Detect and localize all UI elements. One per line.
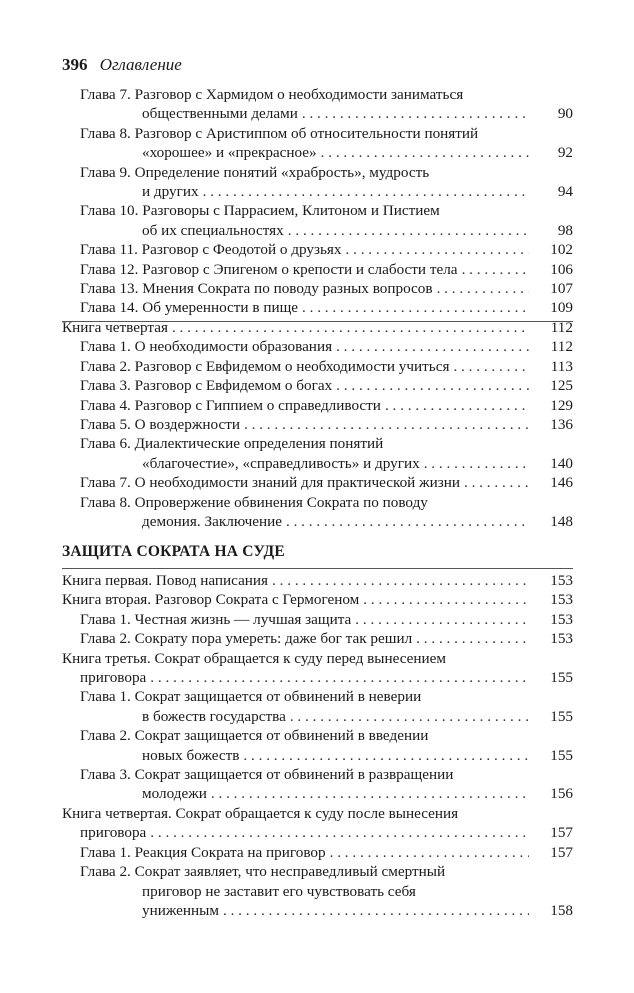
toc-chapter-entry[interactable]: [62, 629, 573, 648]
toc-page-number: 153: [550, 630, 573, 648]
toc-page-number: 157: [550, 824, 573, 842]
dot-leader: [336, 337, 529, 356]
section-heading: ЗАЩИТА СОКРАТА НА СУДЕ: [62, 543, 285, 560]
page-number: 396: [62, 55, 88, 74]
dot-leader: [424, 454, 529, 473]
dot-leader: [416, 629, 529, 648]
dot-leader: [437, 279, 529, 298]
dot-leader: [172, 318, 529, 337]
toc-entry-text: Глава 2. Сократ защищается от обвинений в введении: [80, 727, 429, 745]
toc-page-number: 157: [550, 843, 573, 861]
toc-chapter-entry[interactable]: [62, 357, 573, 376]
toc-entry-text: Глава 2. Сократ заявляет, что несправедливый смертный: [80, 863, 446, 881]
dot-leader: [302, 104, 529, 123]
toc-book-entry[interactable]: [62, 590, 573, 609]
toc-entry-text: «благочестие», «справедливость» и других: [142, 454, 420, 472]
toc-page-number: 158: [550, 901, 573, 919]
toc-entry-text: Глава 9. Определение понятий «храбрость», мудрость: [80, 163, 430, 181]
running-title: Оглавление: [99, 55, 182, 74]
toc-chapter-entry[interactable]: [62, 473, 573, 492]
dot-leader: [223, 901, 529, 920]
running-head: [62, 55, 182, 75]
toc-page-number: 113: [550, 357, 573, 375]
toc-entry-text: Глава 3. Разговор с Евфидемом о богах: [80, 377, 333, 395]
dot-leader: [385, 396, 529, 415]
toc-page-number: 156: [550, 785, 573, 803]
toc-entry-text: и других: [142, 183, 199, 201]
dot-leader: [203, 182, 529, 201]
toc-entry-text: Глава 1. О необходимости образования: [80, 338, 333, 356]
toc-entry-text: Глава 1. Сократ защищается от обвинений в неверии: [80, 688, 422, 706]
toc-entry-text: Книга первая. Повод написания: [62, 572, 269, 589]
toc-entry-text: Глава 2. Разговор с Евфидемом о необходимости учиться: [80, 357, 450, 375]
dot-leader: [272, 571, 529, 590]
toc-chapter-entry[interactable]: [62, 493, 573, 532]
dot-leader: [363, 590, 529, 609]
toc-entry-text: Глава 10. Разговоры с Паррасием, Клитоном и Пистием: [80, 202, 440, 220]
toc-page-number: 112: [550, 318, 573, 336]
toc-chapter-entry[interactable]: [62, 415, 573, 434]
toc-entry-text: Глава 7. О необходимости знаний для практической жизни: [80, 474, 460, 492]
toc-page-number: 155: [550, 669, 573, 687]
toc-entry-text: общественными делами: [142, 105, 298, 123]
dot-leader: [150, 823, 529, 842]
toc-entry-text: Глава 1. Реакция Сократа на приговор: [80, 843, 326, 861]
toc-entry-text: молодежи: [142, 785, 207, 803]
toc-chapter-entry[interactable]: [62, 434, 573, 473]
dot-leader: [330, 843, 529, 862]
dot-leader: [462, 260, 529, 279]
toc-page-number: 140: [550, 454, 573, 472]
toc-page-number: 107: [550, 280, 573, 298]
toc-entry-text: приговора: [80, 669, 147, 687]
toc-page-number: 125: [550, 377, 573, 395]
toc-page-number: 146: [550, 474, 573, 492]
toc-book-entry[interactable]: [62, 571, 573, 590]
toc-page-number: 148: [550, 512, 573, 530]
toc-chapter-entry[interactable]: [62, 337, 573, 356]
toc-entry-text: Глава 13. Мнения Сократа по поводу разных вопросов: [80, 280, 433, 298]
toc-chapter-entry[interactable]: [62, 726, 573, 765]
toc-entry-text: Книга третья. Сократ обращается к суду перед вынесением: [62, 649, 447, 667]
toc-chapter-entry[interactable]: [62, 376, 573, 395]
toc-entry-text: Глава 2. Сократу пора умереть: даже бог так решил: [80, 630, 413, 648]
toc-entry-text: Глава 5. О воздержности: [80, 415, 240, 433]
toc-chapter-entry[interactable]: [62, 862, 573, 920]
dot-leader: [302, 298, 529, 317]
toc-chapter-entry[interactable]: [62, 396, 573, 415]
toc-chapter-entry[interactable]: [62, 765, 573, 804]
toc-page-number: 90: [557, 105, 573, 123]
toc-chapter-entry[interactable]: [62, 298, 573, 317]
dot-leader: [286, 512, 529, 531]
toc-page-number: 153: [550, 610, 573, 628]
dot-leader: [464, 473, 529, 492]
toc-chapter-entry[interactable]: [62, 843, 573, 862]
toc-entry-text: Книга четвертая. Сократ обращается к суду после вынесения: [62, 804, 459, 822]
dot-leader: [290, 707, 529, 726]
toc-page-number: 155: [550, 707, 573, 725]
toc-page-number: 129: [550, 396, 573, 414]
toc-entry-text: Глава 12. Разговор с Эпигеном о крепости и слабости тела: [80, 260, 458, 278]
toc-chapter-entry[interactable]: [62, 201, 573, 240]
dot-leader: [244, 415, 529, 434]
toc-chapter-entry[interactable]: [62, 163, 573, 202]
toc-chapter-entry[interactable]: [62, 260, 573, 279]
toc-page-number: 106: [550, 260, 573, 278]
toc-entry-text: Глава 11. Разговор с Феодотой о друзьях: [80, 241, 342, 259]
toc-entry-text: Глава 7. Разговор с Хармидом о необходимости заниматься: [80, 86, 464, 103]
toc-entry-text: Глава 6. Диалектические определения понятий: [80, 435, 384, 453]
dot-leader: [211, 784, 529, 803]
toc-entry-text: Книга вторая. Разговор Сократа с Гермогеном: [62, 591, 360, 609]
toc-chapter-entry[interactable]: [62, 240, 573, 259]
toc-page-number: 92: [557, 144, 573, 162]
dot-leader: [355, 610, 529, 629]
toc-page-number: 98: [557, 221, 573, 239]
dot-leader: [336, 376, 529, 395]
toc-entry-text: в божеств государства: [142, 707, 286, 725]
toc-page-number: 109: [550, 299, 573, 317]
toc-book-entry[interactable]: [62, 804, 573, 843]
dot-leader: [288, 221, 529, 240]
toc-section-apology: [62, 571, 573, 920]
toc-chapter-entry[interactable]: [62, 687, 573, 726]
toc-page-number: 112: [550, 338, 573, 356]
toc-entry-text: приговора: [80, 824, 147, 842]
separator-rule-middle: [62, 568, 573, 569]
toc-chapter-entry[interactable]: [62, 279, 573, 298]
dot-leader: [453, 357, 529, 376]
toc-entry-text: приговор не заставит его чувствовать себя: [142, 882, 416, 900]
toc-entry-text: униженным: [142, 901, 219, 919]
toc-entry-text: об их специальностях: [142, 221, 284, 239]
toc-entry-text: демония. Заключение: [142, 512, 282, 530]
toc-entry-text: «хорошее» и «прекрасное»: [142, 144, 317, 162]
toc-entry-text: Глава 8. Опровержение обвинения Сократа по поводу: [80, 493, 428, 511]
toc-page-number: 102: [550, 241, 573, 259]
toc-page-number: 136: [550, 415, 573, 433]
toc-entry-text: Глава 1. Честная жизнь — лучшая защита: [80, 610, 352, 628]
toc-chapter-entry[interactable]: [62, 124, 573, 163]
toc-entry-text: Глава 4. Разговор с Гиппием о справедливости: [80, 396, 381, 414]
dot-leader: [321, 143, 529, 162]
toc-entry-text: Книга четвертая: [62, 318, 168, 336]
toc-entry-text: Глава 8. Разговор с Аристиппом об относительности понятий: [80, 124, 479, 142]
toc-section-xenophon: [62, 85, 573, 531]
toc-page-number: 153: [550, 572, 573, 589]
toc-page-number: 153: [550, 591, 573, 609]
dot-leader: [243, 746, 529, 765]
toc-page-number: 155: [550, 746, 573, 764]
toc-book-entry[interactable]: [62, 649, 573, 688]
toc-chapter-entry[interactable]: [62, 85, 573, 124]
toc-entry-text: Глава 14. Об умеренности в пище: [80, 299, 299, 317]
dot-leader: [346, 240, 530, 259]
toc-page-number: 94: [557, 183, 573, 201]
toc-book-entry[interactable]: [62, 318, 573, 337]
toc-entry-text: Глава 3. Сократ защищается от обвинений в развращении: [80, 766, 454, 784]
toc-entry-text: новых божеств: [142, 746, 240, 764]
dot-leader: [150, 668, 529, 687]
toc-chapter-entry[interactable]: [62, 610, 573, 629]
